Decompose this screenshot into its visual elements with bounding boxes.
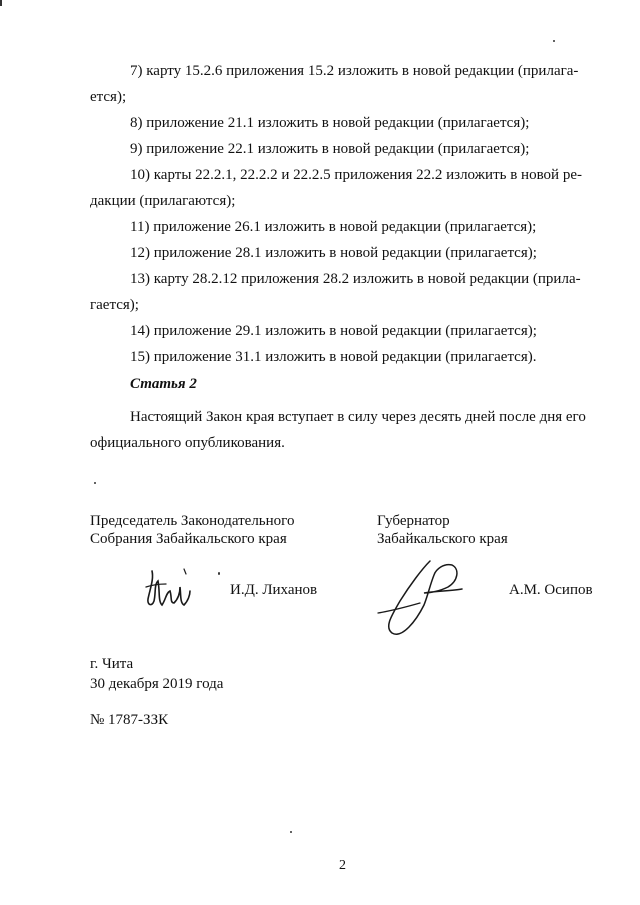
list-item-13-continuation: гается); — [90, 297, 139, 313]
right-signatory-title — [377, 512, 508, 548]
signing-date: 30 декабря 2019 года — [90, 676, 224, 692]
list-item-10-continuation: дакции (прилагаются); — [90, 193, 236, 209]
article-body-line-1: Настоящий Закон края вступает в силу через десять дней после дня его — [130, 409, 586, 425]
list-item-10: 10) карты 22.2.1, 22.2.2 и 22.2.5 приложения 22.2 изложить в новой ре- — [130, 167, 582, 183]
scan-speck — [94, 482, 96, 484]
list-item-13: 13) карту 28.2.12 приложения 28.2 изложить в новой редакции (прила- — [130, 271, 581, 287]
list-item-14: 14) приложение 29.1 изложить в новой редакции (прилагается); — [130, 323, 537, 339]
right-signature-image — [370, 555, 470, 645]
list-item-11: 11) приложение 26.1 изложить в новой редакции (прилагается); — [130, 219, 537, 235]
list-item-12: 12) приложение 28.1 изложить в новой редакции (прилагается); — [130, 245, 537, 261]
list-item-15: 15) приложение 31.1 изложить в новой редакции (прилагается). — [130, 349, 537, 365]
article-title: Статья 2 — [130, 376, 197, 392]
left-signature-image — [140, 565, 210, 615]
page-number: 2 — [339, 858, 346, 873]
scan-edge-mark — [0, 0, 2, 6]
list-item-7-continuation: ется); — [90, 89, 127, 105]
scan-speck — [553, 40, 555, 42]
city: г. Чита — [90, 656, 134, 672]
scan-speck — [218, 572, 220, 575]
right-signatory-title-line-1: Губернатор — [377, 513, 450, 529]
left-signatory-title — [90, 512, 294, 548]
left-signatory-title-line-1: Председатель Законодательного — [90, 513, 295, 529]
scan-speck — [290, 831, 292, 833]
right-signatory-title-line-2: Забайкальского края — [377, 531, 508, 547]
right-signatory-name: А.М. Осипов — [509, 582, 593, 598]
list-item-9: 9) приложение 22.1 изложить в новой редакции (прилагается); — [130, 141, 530, 157]
list-item-8: 8) приложение 21.1 изложить в новой редакции (прилагается); — [130, 115, 530, 131]
left-signatory-name: И.Д. Лиханов — [230, 582, 318, 598]
article-body-line-2: официального опубликования. — [90, 435, 285, 451]
left-signatory-title-line-2: Собрания Забайкальского края — [90, 531, 287, 547]
list-item-7: 7) карту 15.2.6 приложения 15.2 изложить в новой редакции (прилага- — [130, 63, 579, 79]
law-number: № 1787-ЗЗК — [90, 712, 169, 728]
